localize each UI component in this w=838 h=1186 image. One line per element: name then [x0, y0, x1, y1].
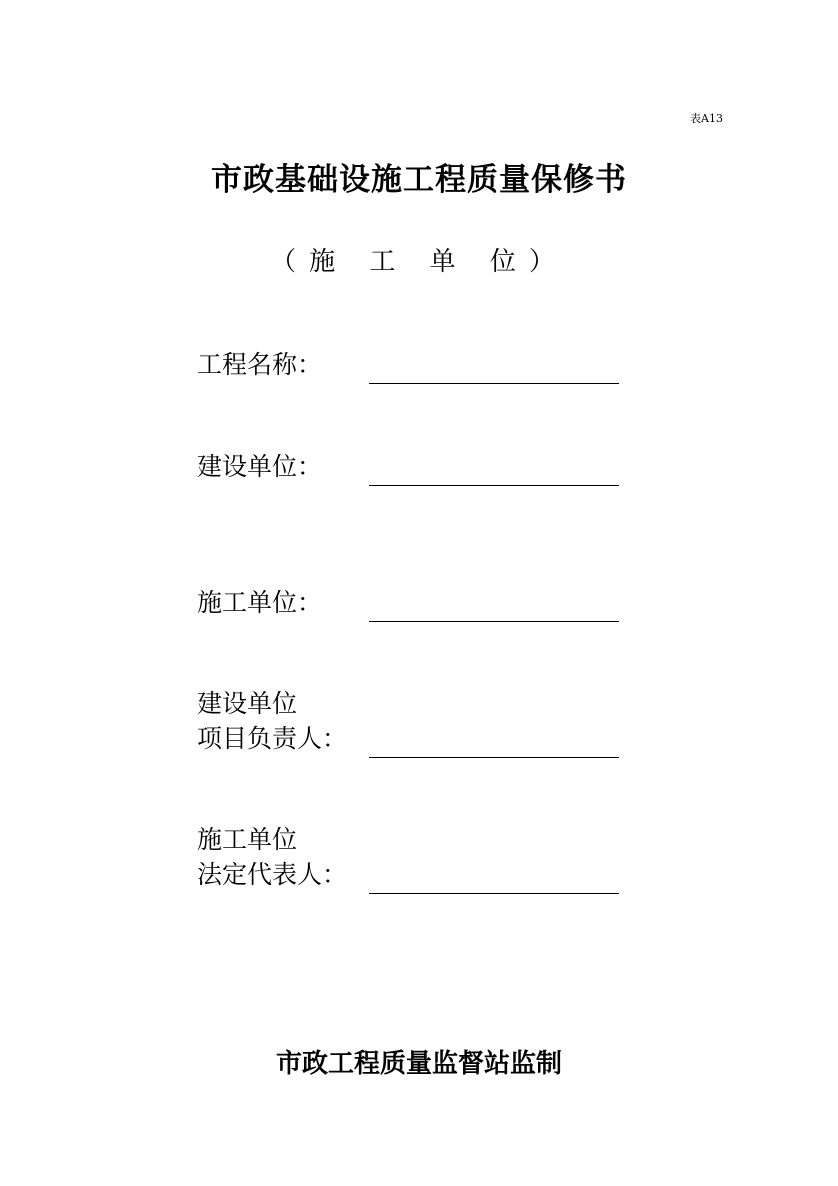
field-construction-unit-line[interactable] [369, 621, 619, 622]
field-owner-project-lead-line[interactable] [369, 757, 619, 758]
field-project-name-label: 工程名称： [197, 350, 323, 379]
field-construction-unit-label: 施工单位： [197, 588, 323, 617]
field-legal-representative-line[interactable] [369, 893, 619, 894]
document-subtitle: （施 工 单 位） [270, 247, 568, 277]
document-title: 市政基础设施工程质量保修书 [211, 162, 627, 198]
issuer-footer: 市政工程质量监督站监制 [275, 1049, 562, 1079]
field-legal-representative [197, 824, 621, 894]
field-owner-unit-line[interactable] [369, 485, 619, 486]
field-owner-unit [197, 416, 621, 486]
field-owner-unit-label: 建设单位： [197, 452, 323, 481]
field-owner-project-lead [197, 688, 621, 758]
form-code: 表A13 [690, 112, 723, 125]
field-project-name [197, 314, 621, 384]
field-project-name-line[interactable] [369, 383, 619, 384]
field-legal-representative-label: 施工单位 法定代表人： [197, 825, 348, 889]
field-construction-unit [197, 552, 621, 622]
field-owner-project-lead-label: 建设单位 项目负责人： [197, 689, 348, 753]
